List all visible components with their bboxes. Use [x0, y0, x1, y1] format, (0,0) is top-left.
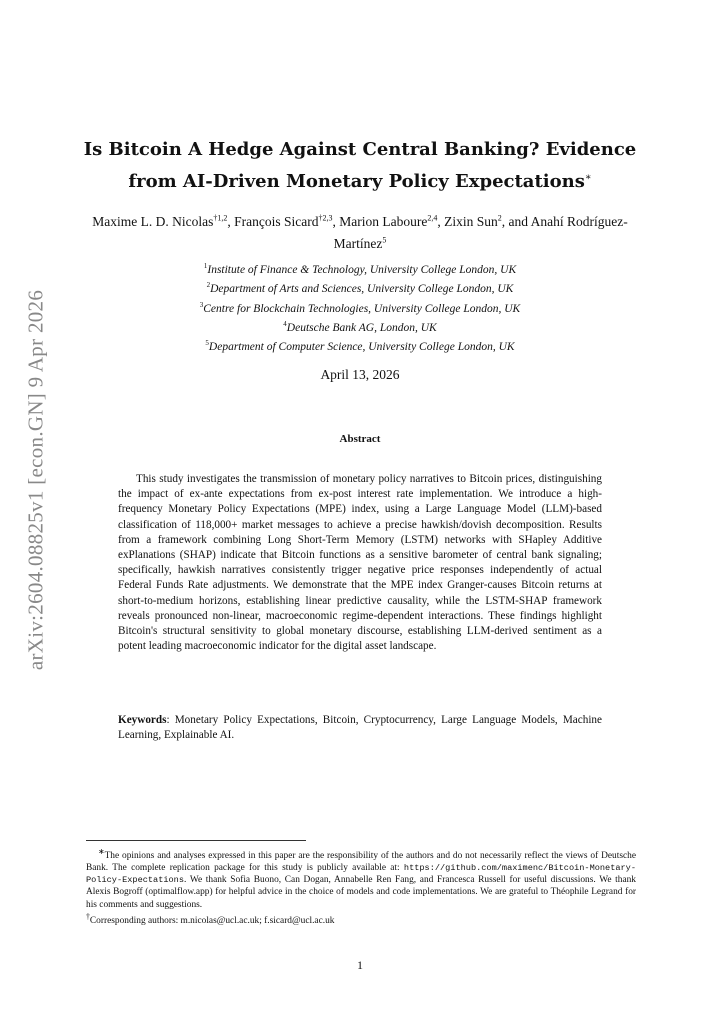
author-separator: , [437, 213, 445, 229]
title-line-1: Is Bitcoin A Hedge Against Central Banking? Evidence [83, 139, 637, 160]
footnote-text: The opinions and analyses expressed in this paper are the responsibility of the authors and do not necessarily reflect the views of Deutsche Bank. The complete replication package for this study is publicly available at: [86, 851, 636, 874]
replication-link[interactable]: https://github.com/maximenc/Bitcoin-Monetary-Policy-Expectations [86, 863, 636, 886]
page-number: 1 [357, 958, 363, 972]
author [234, 214, 339, 229]
keywords-label: Keywords [118, 714, 167, 726]
author-name: Maxime L. D. Nicolas [92, 213, 214, 229]
abstract-heading: Abstract [339, 433, 381, 445]
author-name: Marion Laboure [339, 213, 428, 229]
footnotes [86, 846, 636, 927]
author-list [80, 208, 640, 253]
affiliation-text: Deutsche Bank AG, London, UK [286, 321, 437, 334]
author [444, 214, 531, 229]
affiliation [120, 259, 600, 278]
title-line-2-text: from AI-Driven Monetary Policy Expectations [128, 171, 585, 192]
affiliation-number: 2 [206, 281, 211, 290]
affiliation-text: Department of Computer Science, University College London, UK [208, 341, 515, 354]
author-affiliation-mark: 2 [497, 213, 502, 222]
author [339, 214, 444, 229]
author-affiliation-mark: 5 [382, 235, 387, 245]
arxiv-identifier[interactable]: arXiv:2604.08825v1 [econ.GN] 9 Apr 2026 [23, 289, 48, 671]
footnote-mark: † [86, 911, 90, 921]
affiliation-number: 4 [283, 319, 287, 328]
title-footnote-mark[interactable]: ∗ [584, 172, 592, 183]
affiliation [120, 298, 600, 317]
author-separator: , [227, 213, 235, 229]
affiliation-list [120, 259, 600, 356]
author-affiliation-mark: 2,4 [427, 213, 438, 222]
author-affiliation-mark: †2,3 [318, 213, 333, 222]
affiliation [120, 336, 600, 355]
affiliation-number: 3 [199, 300, 204, 309]
affiliation-text: Institute of Finance & Technology, University College London, UK [207, 263, 517, 276]
author-name: Zixin Sun [444, 213, 498, 229]
paper-title [80, 136, 640, 196]
affiliation [120, 278, 600, 297]
footnote-mark: ∗ [98, 847, 105, 856]
affiliation-number: 5 [205, 339, 209, 348]
footnote-disclaimer [86, 846, 636, 911]
keywords [118, 713, 602, 743]
author-affiliation-mark: †1,2 [213, 213, 228, 222]
author-name: Anahí Rodríguez-Martínez [333, 213, 628, 251]
footnote-divider [86, 840, 306, 841]
title-line-2 [80, 164, 640, 196]
abstract-text: This study investigates the transmission of monetary policy narratives to Bitcoin prices, distinguishing the impact of ex-ante expectations from ex-post interest rate implementation. We introduce a high-frequency Monetary Policy Expectations (MPE) index, using a Large Language Model (LLM)-based classification of 118,000+ market messages to achieve a precise hawkish/dovish decomposition. Results from a framework combining Long Short-Term Memory (LSTM) networks with SHapley Additive exPlanations (SHAP) indicate that Bitcoin functions as a sensitive barometer of central bank signaling; specifically, hawkish narratives consistently trigger negative price responses independently of actual Federal Funds Rate adjustments. We demonstrate that the MPE index Granger-causes Bitcoin returns at short-to-medium horizons, establishing linear predictive causality, while the LSTM-SHAP framework reveals pronounced non-linear, macroeconomic regime-dependent interactions. These findings highlight Bitcoin's structural sensitivity to global monetary discourse, establishing LLM-derived sentiment as a potent leading macroeconomic indicator for the digital asset landscape. [118, 473, 602, 653]
publication-date: April 13, 2026 [320, 367, 400, 382]
affiliation-text: Department of Arts and Sciences, University College London, UK [210, 283, 514, 296]
affiliation [120, 317, 600, 336]
keywords-list: : Monetary Policy Expectations, Bitcoin, Cryptocurrency, Large Language Models, Machine Learning, Explainable AI. [118, 714, 602, 742]
author-separator: , and [501, 213, 531, 229]
author [92, 214, 234, 229]
affiliation-text: Centre for Blockchain Technologies, University College London, UK [203, 302, 521, 315]
affiliation-number: 1 [203, 262, 208, 270]
corresponding-authors: Corresponding authors: m.nicolas@ucl.ac.uk; f.sicard@ucl.ac.uk [89, 915, 335, 926]
author-separator: , [332, 213, 340, 229]
footnote-corresponding [86, 911, 636, 927]
author-name: François Sicard [234, 213, 319, 229]
footnote-text-continued: . We thank Sofia Buono, Can Dogan, Annabelle Ren Fang, and Francesca Russell for useful discussions. We thank Alexis Bogroff (optimalflow.app) for helpful advice in the choice of models and code implementations. We are grateful to Théophile Legrand for his comments and suggestions. [86, 875, 636, 910]
